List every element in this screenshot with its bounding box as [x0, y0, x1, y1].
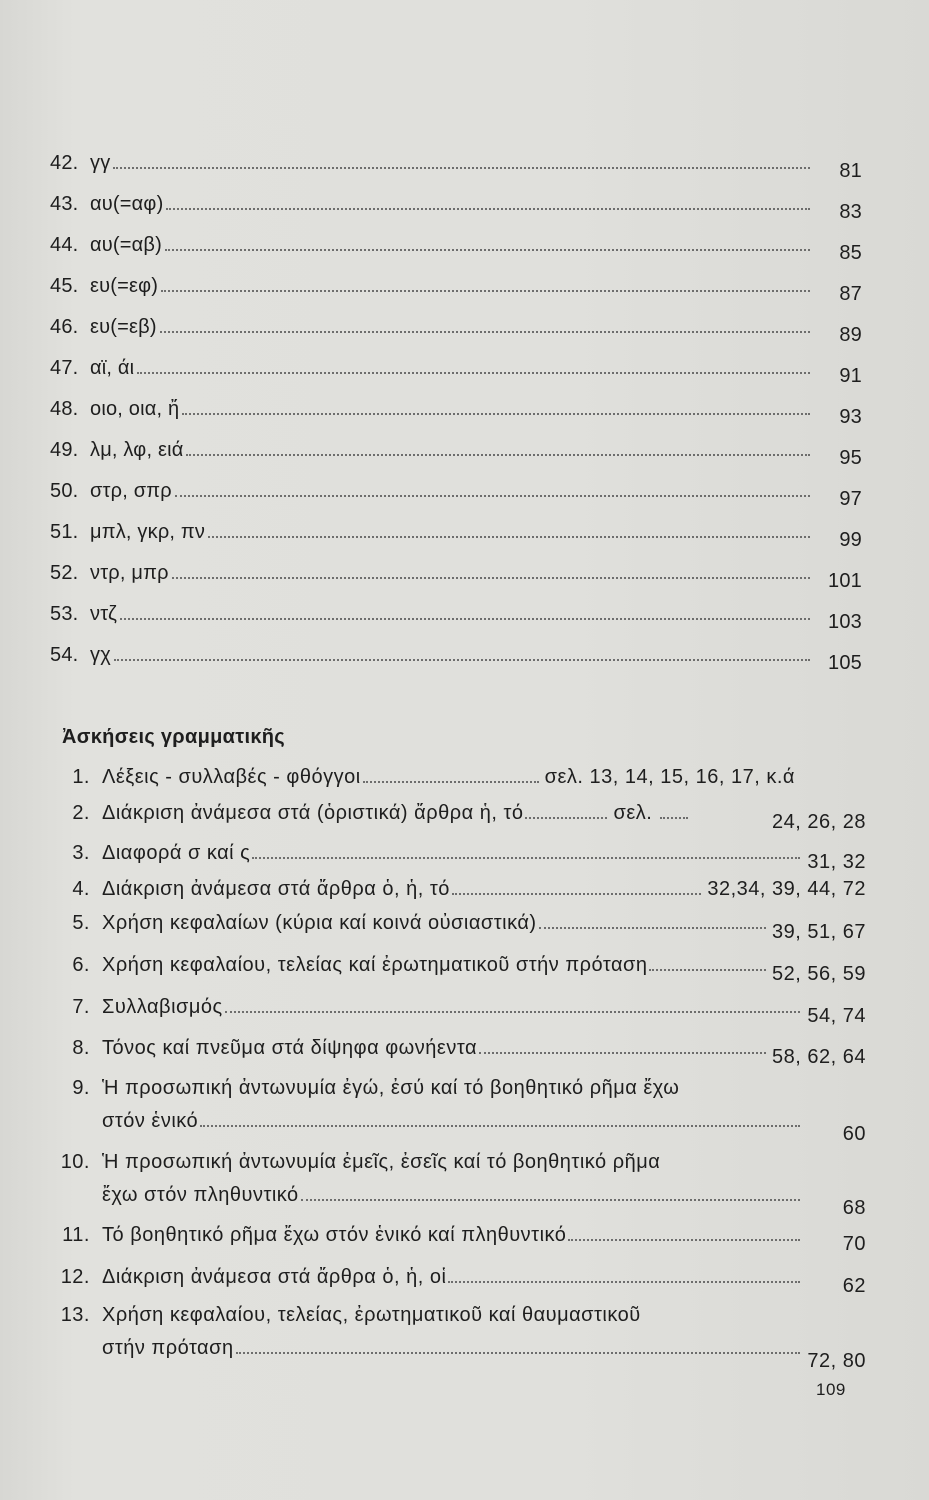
exercise-entry — [60, 798, 866, 833]
exercise-entry — [60, 1300, 866, 1372]
toc-entry — [50, 591, 862, 633]
dot-leader — [161, 289, 810, 292]
toc-entry-title: ευ(=εφ) — [90, 275, 159, 297]
toc-entry-title: αυ(=αβ) — [90, 234, 162, 256]
exercise-number: 10. — [60, 1151, 90, 1173]
toc-entry — [50, 386, 862, 428]
exercise-number: 1. — [72, 766, 90, 788]
exercise-entry — [60, 1262, 866, 1297]
exercise-entry — [60, 1033, 866, 1068]
toc-entry-number: 45. — [50, 275, 79, 297]
exercise-title: Λέξεις - συλλαβές - φθόγγοι — [102, 766, 361, 788]
toc-entry-title: γχ — [90, 644, 111, 666]
toc-entry-page: 83 — [839, 201, 862, 223]
exercise-pages: 32,34, 39, 44, 72 — [707, 878, 866, 900]
toc-entry-number: 52. — [50, 562, 79, 584]
dot-leader — [452, 892, 701, 895]
toc-entry-page: 89 — [839, 324, 862, 346]
toc-entry — [50, 345, 862, 387]
toc-entry-title: ντρ, μπρ — [90, 562, 169, 584]
exercise-entry — [60, 838, 866, 873]
exercise-pages: 70 — [842, 1233, 866, 1255]
toc-entry — [50, 222, 862, 264]
exercise-entry — [60, 874, 866, 900]
exercise-number: 12. — [60, 1266, 90, 1288]
toc-entry-number: 48. — [50, 398, 79, 420]
exercise-title-continued: στήν πρόταση — [102, 1337, 234, 1359]
toc-entry-title: ευ(=εβ) — [90, 316, 157, 338]
toc-entry — [50, 468, 862, 510]
toc-entry-title: γγ — [90, 152, 111, 174]
exercise-title-continued: ἔχω στόν πληθυντικό — [102, 1184, 299, 1206]
toc-entry-number: 50. — [50, 480, 79, 502]
dot-leader — [172, 576, 810, 579]
toc-entry — [50, 550, 862, 592]
dot-leader — [120, 617, 810, 620]
exercise-pages: 31, 32 — [807, 851, 866, 873]
exercise-pages: 60 — [842, 1123, 866, 1145]
exercise-entry — [60, 1147, 866, 1219]
dot-leader — [113, 166, 810, 169]
toc-entry-title: οιο, οια, ἤ — [90, 398, 180, 420]
exercise-title: Χρήση κεφαλαίων (κύρια καί κοινά οὐσιαστικά) — [102, 912, 537, 934]
exercise-number: 13. — [60, 1304, 90, 1326]
toc-entry — [50, 263, 862, 305]
exercise-pages: σελ. 13, 14, 15, 16, 17, κ.ά — [544, 766, 795, 788]
exercise-title: Διάκριση ἀνάμεσα στά ἄρθρα ὁ, ἡ, τό — [102, 878, 450, 900]
toc-entry-page: 85 — [839, 242, 862, 264]
toc-entry-page: 101 — [828, 570, 862, 592]
dot-leader — [200, 1124, 800, 1127]
toc-entry-page: 105 — [828, 652, 862, 674]
exercise-number: 2. — [72, 802, 90, 824]
toc-entry-page: 99 — [839, 529, 862, 551]
dot-leader — [175, 494, 810, 497]
toc-entry-number: 47. — [50, 357, 79, 379]
exercise-pages: 24, 26, 28 — [772, 811, 866, 833]
exercise-title: Διαφορά σ καί ς — [102, 842, 251, 864]
exercise-pages: 54, 74 — [807, 1005, 866, 1027]
toc-entry-number: 54. — [50, 644, 79, 666]
exercise-title: Ἡ προσωπική ἀντωνυμία ἐμεῖς, ἐσεῖς καί τό βοηθητικό ρῆμα — [102, 1151, 661, 1173]
dot-leader — [165, 248, 810, 251]
dot-leader — [568, 1238, 800, 1241]
toc-entry — [50, 181, 862, 223]
dot-leader — [182, 412, 810, 415]
exercise-entry — [60, 1220, 866, 1255]
exercise-entry — [60, 950, 866, 985]
exercise-number: 7. — [72, 996, 90, 1018]
exercise-title: Διάκριση ἀνάμεσα στά ἄρθρα ὁ, ἡ, οἱ — [102, 1266, 447, 1288]
dot-leader — [660, 816, 688, 819]
dot-leader — [479, 1051, 766, 1054]
toc-entry — [50, 427, 862, 469]
toc-entry-number: 44. — [50, 234, 79, 256]
toc-entry-title: μπλ, γκρ, πν — [90, 521, 206, 543]
exercise-title: Συλλαβισμός — [102, 996, 223, 1018]
toc-entry-number: 53. — [50, 603, 79, 625]
toc-entry-page: 91 — [839, 365, 862, 387]
exercise-pages: 62 — [842, 1275, 866, 1297]
exercise-title: Τό βοηθητικό ρῆμα ἔχω στόν ἑνικό καί πληθυντικό — [102, 1224, 567, 1246]
dot-leader — [225, 1010, 800, 1013]
exercise-number: 6. — [72, 954, 90, 976]
toc-entry — [50, 632, 862, 674]
exercise-number: 8. — [72, 1037, 90, 1059]
toc-entry-page: 97 — [839, 488, 862, 510]
toc-entry-number: 51. — [50, 521, 79, 543]
dot-leader — [525, 816, 607, 819]
exercise-title: Διάκριση ἀνάμεσα στά (ὁριστικά) ἄρθρα ἡ, τό — [102, 802, 524, 824]
exercise-number: 4. — [72, 878, 90, 900]
exercise-pages: 58, 62, 64 — [772, 1046, 866, 1068]
exercise-title-continued: στόν ἑνικό — [102, 1110, 199, 1132]
dot-leader — [208, 535, 810, 538]
toc-entry-title: αϊ, άι — [90, 357, 135, 379]
exercise-pages: 72, 80 — [807, 1350, 866, 1372]
toc-entry-number: 46. — [50, 316, 79, 338]
dot-leader — [649, 968, 766, 971]
toc-entry-title: αυ(=αφ) — [90, 193, 164, 215]
toc-entry-page: 93 — [839, 406, 862, 428]
toc-entry-page: 103 — [828, 611, 862, 633]
exercise-pages: 52, 56, 59 — [772, 963, 866, 985]
exercise-entry — [60, 992, 866, 1027]
exercise-title: Χρήση κεφαλαίου, τελείας καί ἐρωτηματικοῦ στήν πρόταση — [102, 954, 648, 976]
dot-leader — [363, 780, 539, 783]
dot-leader — [186, 453, 810, 456]
exercise-entry — [60, 762, 866, 788]
exercise-pages: 68 — [842, 1197, 866, 1219]
dot-leader — [448, 1280, 800, 1283]
exercise-entry — [60, 1073, 866, 1145]
toc-entry-number: 49. — [50, 439, 79, 461]
dot-leader — [166, 207, 810, 210]
toc-entry-number: 42. — [50, 152, 79, 174]
toc-entry — [50, 304, 862, 346]
dot-leader — [539, 926, 766, 929]
exercise-number: 5. — [72, 912, 90, 934]
toc-entry-page: 95 — [839, 447, 862, 469]
toc-entry-title: ντζ — [90, 603, 118, 625]
toc-entry-page: 81 — [839, 160, 862, 182]
toc-entry — [50, 509, 862, 551]
dot-leader — [160, 330, 810, 333]
toc-entry — [50, 140, 862, 182]
exercise-title: Τόνος καί πνεῦμα στά δίψηφα φωνήεντα — [102, 1037, 478, 1059]
exercise-number: 3. — [72, 842, 90, 864]
dot-leader — [114, 658, 810, 661]
dot-leader — [252, 856, 800, 859]
section-heading: Ἀσκήσεις γραμματικῆς — [62, 726, 285, 748]
page-number: 109 — [816, 1380, 846, 1399]
exercise-page-label: σελ. — [613, 802, 653, 824]
toc-entry-title: στρ, σπρ — [90, 480, 172, 502]
dot-leader — [236, 1351, 800, 1354]
toc-entry-title: λμ, λφ, ειά — [90, 439, 184, 461]
dot-leader — [137, 371, 810, 374]
dot-leader — [301, 1198, 800, 1201]
exercise-title: Ἡ προσωπική ἀντωνυμία ἐγώ, ἐσύ καί τό βοηθητικό ρῆμα ἔχω — [102, 1077, 680, 1099]
toc-entry-page: 87 — [839, 283, 862, 305]
exercise-number: 9. — [72, 1077, 90, 1099]
exercise-pages: 39, 51, 67 — [772, 921, 866, 943]
exercise-entry — [60, 908, 866, 943]
toc-entry-number: 43. — [50, 193, 79, 215]
exercise-number: 11. — [62, 1224, 90, 1246]
exercise-title: Χρήση κεφαλαίου, τελείας, ἐρωτηματικοῦ καί θαυμαστικοῦ — [102, 1304, 641, 1326]
